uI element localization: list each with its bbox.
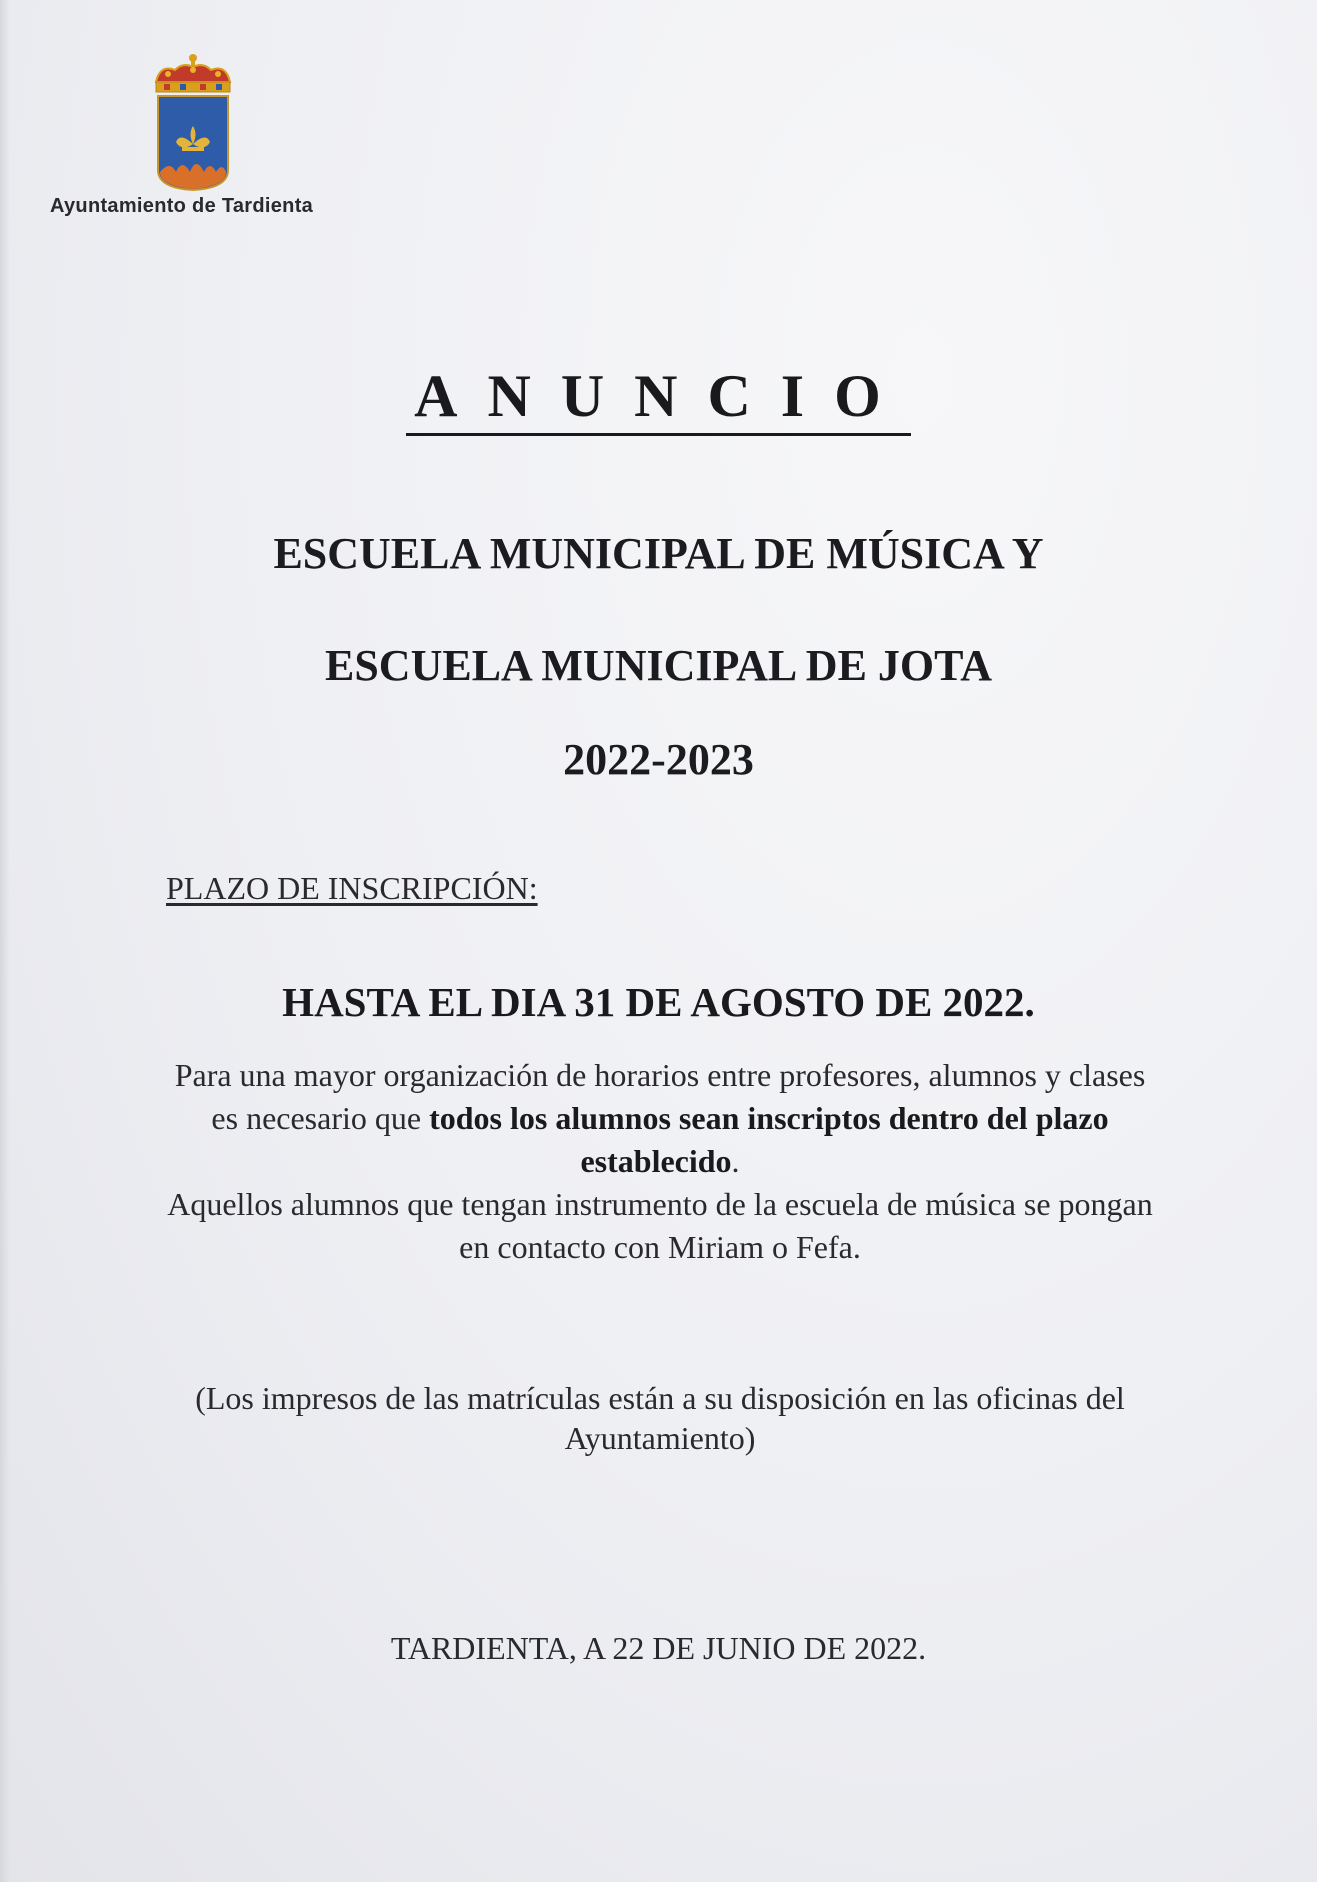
body-text-part1: Para una mayor organización de horarios entre profesores, alumnos y clases es necesario que	[174, 1057, 1146, 1136]
body-text-emphasis: todos los alumnos sean inscriptos dentro del plazo establecido	[429, 1100, 1109, 1179]
heading-period: 2022-2023	[563, 735, 754, 784]
body-paragraph	[160, 1054, 1160, 1269]
place-and-date: TARDIENTA, A 22 DE JUNIO DE 2022.	[390, 1630, 927, 1666]
heading-jota-school: ESCUELA MUNICIPAL DE JOTA	[324, 641, 993, 690]
heading-music-school: ESCUELA MUNICIPAL DE MÚSICA Y	[273, 529, 1044, 578]
organization-name: Ayuntamiento de Tardienta	[50, 195, 314, 217]
announcement-title-text: ANUNCIO	[406, 363, 911, 436]
coat-of-arms-icon	[150, 52, 236, 192]
announcement-title	[0, 362, 1317, 431]
paper-edge-shadow	[0, 0, 10, 1882]
forms-note: (Los impresos de las matrículas están a su disposición en las oficinas del Ayuntamiento)	[195, 1380, 1125, 1456]
body-text-instrument: Aquellos alumnos que tengan instrumento de la escuela de música se pongan en contacto con Miriam o Fefa.	[167, 1186, 1153, 1265]
registration-deadline-label: PLAZO DE INSCRIPCIÓN:	[166, 870, 538, 906]
registration-deadline: HASTA EL DIA 31 DE AGOSTO DE 2022.	[282, 979, 1035, 1025]
body-text-period: .	[731, 1143, 740, 1179]
